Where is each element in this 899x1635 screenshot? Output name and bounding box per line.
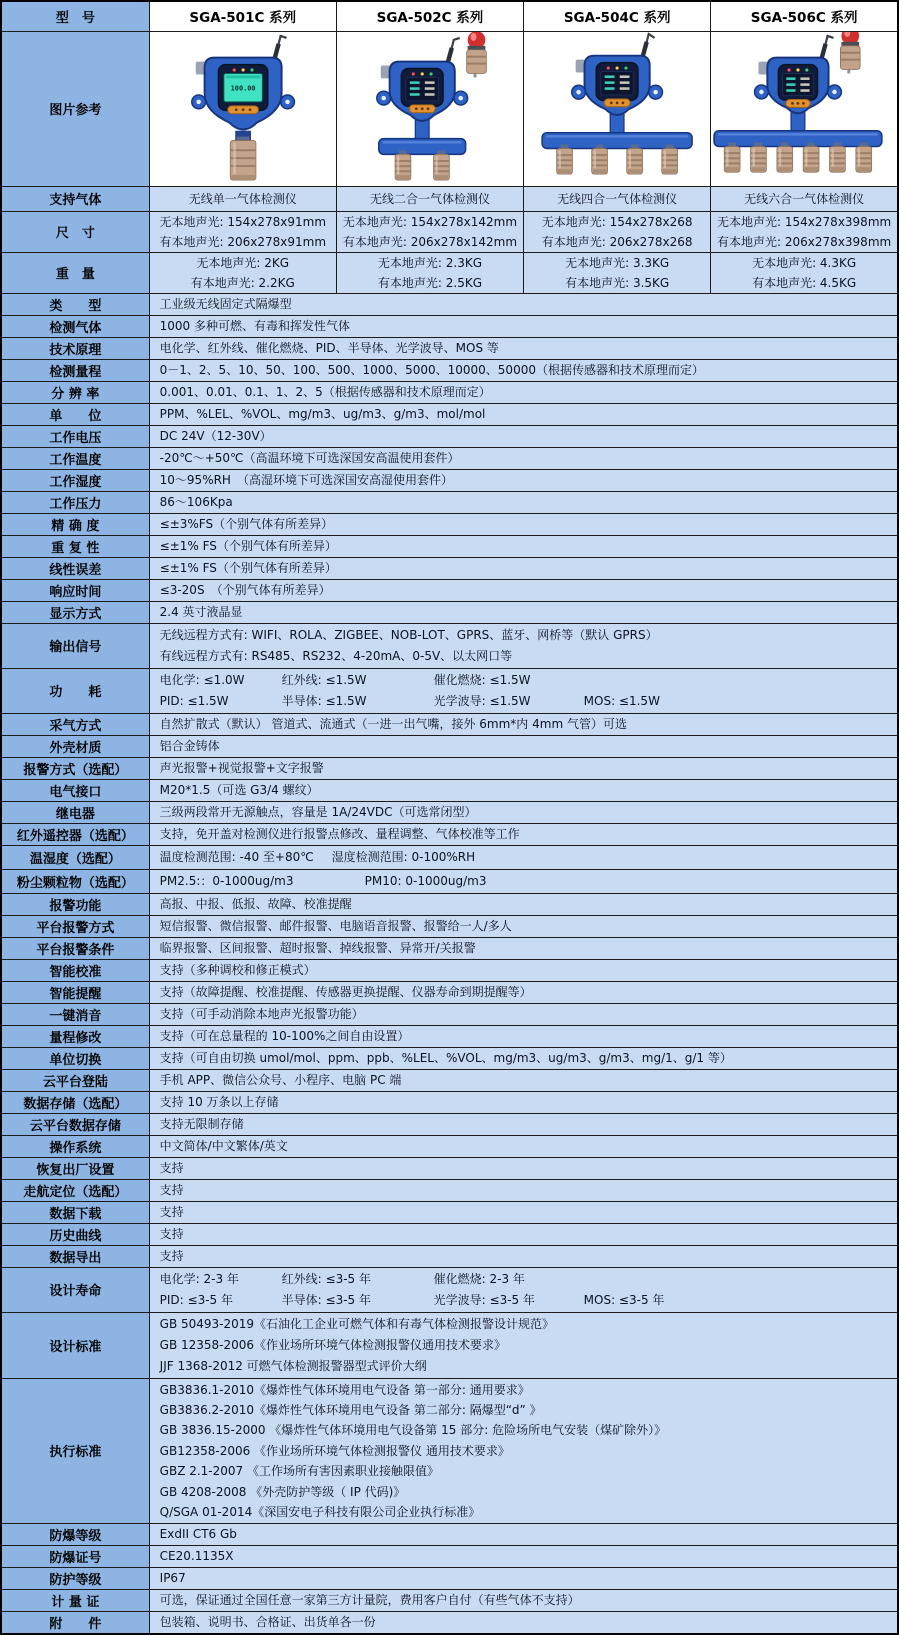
device-image-cell — [711, 31, 898, 186]
spec-value: 支持 — [149, 1179, 898, 1201]
spec-cell — [711, 252, 898, 293]
spec-value-line — [160, 670, 891, 691]
spec-cell — [149, 211, 336, 252]
table-row — [1, 1201, 898, 1223]
model-header: SGA-501C 系列 — [149, 1, 336, 31]
spec-value: ≤±1% FS（个别气体有所差异） — [149, 557, 898, 579]
spec-value-segment: 光学波导: ≤1.5W — [433, 693, 531, 708]
spec-cell-line: 有本地声光: 3.5KG — [565, 275, 670, 290]
row-label: 云平台登陆 — [1, 1069, 149, 1091]
model-row-label: 型 号 — [1, 1, 149, 31]
spec-value-line: GB3836.2-2010《爆炸性气体环境用电气设备 第二部分: 隔爆型“d” 》 — [159, 1402, 542, 1417]
spec-value-segment: 湿度检测范围: 0-100%RH — [331, 849, 476, 864]
row-label: 显示方式 — [1, 601, 149, 623]
spec-value-line — [160, 847, 891, 868]
table-row — [1, 1312, 898, 1378]
spec-cell-line: 有本地声光: 2.2KG — [190, 275, 295, 290]
row-label: 恢复出厂设置 — [1, 1157, 149, 1179]
spec-cell — [336, 211, 523, 252]
device-image-cell — [524, 31, 711, 186]
spec-cell-line: 有本地声光: 4.5KG — [752, 275, 857, 290]
row-label: 检测量程 — [1, 359, 149, 381]
spec-value-line: GB 3836.15-2000 《爆炸性气体环境用电气设备第 15 部分: 危险场所电气安装（煤矿除外）》 — [159, 1423, 667, 1438]
row-label: 一键消音 — [1, 1003, 149, 1025]
table-row — [1, 1135, 898, 1157]
spec-value-segment: PM2.5:：0-1000ug/m3 — [159, 873, 294, 888]
table-row — [1, 293, 898, 315]
model-header: SGA-504C 系列 — [524, 1, 711, 31]
spec-cell-line: 有本地声光: 206x278x268 — [541, 234, 693, 249]
table-row — [1, 579, 898, 601]
row-label: 响应时间 — [1, 579, 149, 601]
spec-value-segment: 催化燃烧: 2-3 年 — [433, 1271, 525, 1286]
row-label: 采气方式 — [1, 713, 149, 735]
table-row — [1, 447, 898, 469]
spec-value: 0－1、2、5、10、50、100、500、1000、5000、10000、50000（根据传感器和技术原理而定） — [149, 359, 898, 381]
spec-value-line: GBZ 2.1-2007 《工作场所有害因素职业接触限值》 — [159, 1464, 439, 1479]
row-label: 电气接口 — [1, 779, 149, 801]
row-label: 支持气体 — [1, 186, 149, 211]
spec-value-segment: 半导体: ≤1.5W — [281, 693, 367, 708]
spec-cell-line: 无本地声光: 3.3KG — [565, 255, 670, 270]
spec-value: 支持 — [149, 1223, 898, 1245]
table-row — [1, 1223, 898, 1245]
spec-cell: 无线单一气体检测仪 — [149, 186, 336, 211]
table-row — [1, 937, 898, 959]
row-label: 智能校准 — [1, 959, 149, 981]
row-label: 平台报警方式 — [1, 915, 149, 937]
spec-value: 86～106Kpa — [149, 491, 898, 513]
row-label: 报警功能 — [1, 893, 149, 915]
spec-cell-line: 无本地声光: 154x278x268 — [541, 214, 693, 229]
spec-value: 包装箱、说明书、合格证、出货单各一份 — [149, 1612, 898, 1635]
spec-cell — [149, 252, 336, 293]
spec-value — [149, 1267, 898, 1312]
spec-value-segment: 红外线: ≤1.5W — [281, 672, 367, 687]
spec-value-segment: 半导体: ≤3-5 年 — [281, 1292, 371, 1307]
row-label: 计 量 证 — [1, 1590, 149, 1612]
row-label: 分 辨 率 — [1, 381, 149, 403]
table-row — [1, 315, 898, 337]
spec-value: 2.4 英寸液晶显 — [149, 601, 898, 623]
row-label: 防爆证号 — [1, 1546, 149, 1568]
table-row — [1, 1025, 898, 1047]
spec-value: ≤3-20S （个别气体有所差异） — [149, 579, 898, 601]
spec-value — [149, 845, 898, 869]
spec-value: 中文简体/中文繁体/英文 — [149, 1135, 898, 1157]
spec-value-line: GB 50493-2019《石油化工企业可燃气体和有毒气体检测报警设计规范》 — [159, 1316, 555, 1331]
spec-value: 声光报警+视觉报警+文字报警 — [149, 757, 898, 779]
spec-value: 可选，保证通过全国任意一家第三方计量院，费用客户自付（有些气体不支持） — [149, 1590, 898, 1612]
spec-value: -20℃～+50℃（高温环境下可选深国安高温使用套件） — [149, 447, 898, 469]
row-label: 数据下载 — [1, 1201, 149, 1223]
row-label: 量程修改 — [1, 1025, 149, 1047]
spec-cell — [524, 211, 711, 252]
table-row — [1, 915, 898, 937]
spec-cell-line: 有本地声光: 206x278x142mm — [342, 234, 518, 249]
table-row — [1, 381, 898, 403]
table-row — [1, 1069, 898, 1091]
table-row — [1, 1003, 898, 1025]
spec-cell-line: 无本地声光: 154x278x398mm — [717, 214, 892, 229]
spec-value-segment: 电化学: 2-3 年 — [159, 1271, 239, 1286]
row-label: 设计寿命 — [1, 1267, 149, 1312]
table-row — [1, 211, 898, 252]
spec-value-segment: 温度检测范围: -40 至+80℃ — [159, 849, 314, 864]
table-row — [1, 713, 898, 735]
row-label: 线性误差 — [1, 557, 149, 579]
spec-value-segment: PID: ≤3-5 年 — [159, 1292, 233, 1307]
table-row — [1, 757, 898, 779]
spec-value — [149, 668, 898, 713]
spec-cell: 无线二合一气体检测仪 — [336, 186, 523, 211]
spec-value-segment: 催化燃烧: ≤1.5W — [433, 672, 531, 687]
row-label: 工作湿度 — [1, 469, 149, 491]
row-label: 红外遥控器（选配） — [1, 823, 149, 845]
table-row — [1, 337, 898, 359]
gas-detector-icon — [711, 32, 897, 185]
device-image-cell — [149, 31, 336, 186]
spec-cell — [524, 252, 711, 293]
spec-value-line — [160, 691, 891, 712]
spec-value: 0.001、0.01、0.1、1、2、5（根据传感器和技术原理而定） — [149, 381, 898, 403]
row-label: 尺 寸 — [1, 211, 149, 252]
device-image-cell — [336, 31, 523, 186]
row-label: 防护等级 — [1, 1568, 149, 1590]
row-label: 云平台数据存储 — [1, 1113, 149, 1135]
svg-text:100.00: 100.00 — [230, 84, 256, 93]
spec-value-line: GB 4208-2008 《外壳防护等级（ IP 代码)》 — [159, 1484, 406, 1499]
spec-value — [149, 1312, 898, 1378]
row-label: 输出信号 — [1, 623, 149, 668]
table-row — [1, 1378, 898, 1524]
spec-value: IP67 — [149, 1568, 898, 1590]
table-row — [1, 1267, 898, 1312]
row-label: 温湿度（选配） — [1, 845, 149, 869]
spec-value: CE20.1135X — [149, 1546, 898, 1568]
spec-cell-line: 无本地声光: 2.3KG — [377, 255, 483, 270]
spec-value: ExdII CT6 Gb — [149, 1524, 898, 1546]
spec-cell-line: 有本地声光: 206x278x91mm — [159, 234, 327, 249]
model-header: SGA-506C 系列 — [711, 1, 898, 31]
row-label: 附 件 — [1, 1612, 149, 1635]
table-row — [1, 1546, 898, 1568]
table-row — [1, 469, 898, 491]
row-label: 执行标准 — [1, 1378, 149, 1524]
spec-value: PPM、%LEL、%VOL、mg/m3、ug/m3、g/m3、mol/mol — [149, 403, 898, 425]
spec-value-line: JJF 1368-2012 可燃气体检测报警器型式评价大纲 — [159, 1358, 427, 1373]
spec-value-segment: MOS: ≤3-5 年 — [583, 1292, 665, 1307]
row-label: 重 量 — [1, 252, 149, 293]
spec-value — [149, 623, 898, 668]
table-row — [1, 513, 898, 535]
spec-value-line — [160, 1290, 891, 1311]
spec-cell-line: 无本地声光: 2KG — [196, 255, 290, 270]
table-row — [1, 1590, 898, 1612]
spec-cell-line: 有本地声光: 206x278x398mm — [717, 234, 892, 249]
row-label: 操作系统 — [1, 1135, 149, 1157]
table-row — [1, 893, 898, 915]
spec-cell-line: 无本地声光: 154x278x91mm — [159, 214, 327, 229]
spec-value: 临界报警、区间报警、超时报警、掉线报警、异常开/关报警 — [149, 937, 898, 959]
table-row — [1, 981, 898, 1003]
row-label: 工作温度 — [1, 447, 149, 469]
row-label: 外壳材质 — [1, 735, 149, 757]
spec-value-line: GB3836.1-2010《爆炸性气体环境用电气设备 第一部分: 通用要求》 — [159, 1382, 530, 1397]
row-label: 类 型 — [1, 293, 149, 315]
row-label: 智能提醒 — [1, 981, 149, 1003]
spec-value: 支持（故障提醒、校准提醒、传感器更换提醒、仪器寿命到期提醒等） — [149, 981, 898, 1003]
table-row — [1, 1113, 898, 1135]
table-row — [1, 557, 898, 579]
table-row — [1, 1524, 898, 1546]
spec-value: DC 24V（12-30V） — [149, 425, 898, 447]
row-label: 单 位 — [1, 403, 149, 425]
spec-value: 铝合金铸体 — [149, 735, 898, 757]
table-row — [1, 1091, 898, 1113]
table-row — [1, 1612, 898, 1635]
spec-cell-line: 无本地声光: 4.3KG — [752, 255, 857, 270]
spec-value: 1000 多种可燃、有毒和挥发性气体 — [149, 315, 898, 337]
row-label: 工作电压 — [1, 425, 149, 447]
table-row — [1, 823, 898, 845]
spec-value: 支持（多种调校和修正模式） — [149, 959, 898, 981]
table-row — [1, 1047, 898, 1069]
spec-value-segment: 光学波导: ≤3-5 年 — [433, 1292, 535, 1307]
row-label: 技术原理 — [1, 337, 149, 359]
row-label: 数据存储（选配） — [1, 1091, 149, 1113]
spec-value — [149, 869, 898, 893]
spec-value: M20*1.5（可选 G3/4 螺纹） — [149, 779, 898, 801]
table-row — [1, 1179, 898, 1201]
gas-detector-icon — [524, 32, 710, 185]
table-row — [1, 425, 898, 447]
spec-value: 手机 APP、微信公众号、小程序、电脑 PC 端 — [149, 1069, 898, 1091]
spec-value: 电化学、红外线、催化燃烧、PID、半导体、光学波导、MOS 等 — [149, 337, 898, 359]
spec-value: 短信报警、微信报警、邮件报警、电脑语音报警、报警给一人/多人 — [149, 915, 898, 937]
spec-cell: 无线四合一气体检测仪 — [524, 186, 711, 211]
spec-value: ≤±1% FS（个别气体有所差异） — [149, 535, 898, 557]
row-label: 继电器 — [1, 801, 149, 823]
table-row — [1, 491, 898, 513]
spec-value: 自然扩散式（默认） 管道式、流通式（一进一出气嘴，接外 6mm*内 4mm 气管）可选 — [149, 713, 898, 735]
table-row — [1, 801, 898, 823]
table-row — [1, 869, 898, 893]
gas-detector-icon — [150, 32, 336, 185]
table-row — [1, 668, 898, 713]
spec-value-segment: 红外线: ≤3-5 年 — [281, 1271, 371, 1286]
spec-value-segment: PID: ≤1.5W — [159, 693, 229, 708]
spec-value: 支持（可自由切换 umol/mol、ppm、ppb、%LEL、%VOL、mg/m3、ug/m3、g/m3、mg/1、g/1 等） — [149, 1047, 898, 1069]
row-label: 数据导出 — [1, 1245, 149, 1267]
spec-value: 工业级无线固定式隔爆型 — [149, 293, 898, 315]
table-row — [1, 735, 898, 757]
spec-cell-line: 无本地声光: 154x278x142mm — [342, 214, 518, 229]
spec-cell: 无线六合一气体检测仪 — [711, 186, 898, 211]
spec-value-line — [160, 1269, 891, 1290]
spec-value: 支持无限制存储 — [149, 1113, 898, 1135]
spec-value: 支持 — [149, 1157, 898, 1179]
table-row — [1, 252, 898, 293]
table-row — [1, 959, 898, 981]
spec-value-line: 有线远程方式有: RS485、RS232、4-20mA、0-5V、以太网口等 — [159, 648, 513, 663]
row-label: 精 确 度 — [1, 513, 149, 535]
table-row — [1, 31, 898, 186]
row-label: 历史曲线 — [1, 1223, 149, 1245]
row-label: 设计标准 — [1, 1312, 149, 1378]
spec-value-line: 无线远程方式有: WIFI、ROLA、ZIGBEE、NOB-LOT、GPRS、蓝牙、网桥等（默认 GPRS） — [159, 627, 658, 642]
table-row — [1, 535, 898, 557]
table-row — [1, 1, 898, 31]
row-label: 粉尘颗粒物（选配） — [1, 869, 149, 893]
spec-value: 支持 — [149, 1201, 898, 1223]
spec-value-segment: MOS: ≤1.5W — [583, 693, 660, 708]
row-label: 检测气体 — [1, 315, 149, 337]
table-row — [1, 1157, 898, 1179]
table-row — [1, 1245, 898, 1267]
spec-value: 支持，免开盖对检测仪进行报警点修改、量程调整、气体校准等工作 — [149, 823, 898, 845]
spec-value: 支持（可手动消除本地声光报警功能） — [149, 1003, 898, 1025]
row-label: 图片参考 — [1, 31, 149, 186]
table-row — [1, 779, 898, 801]
spec-cell — [336, 252, 523, 293]
spec-value-line: Q/SGA 01-2014《深国安电子科技有限公司企业执行标准》 — [159, 1504, 481, 1519]
table-row — [1, 845, 898, 869]
spec-value-segment: PM10: 0-1000ug/m3 — [364, 873, 487, 888]
row-label: 走航定位（选配） — [1, 1179, 149, 1201]
table-row — [1, 359, 898, 381]
row-label: 单位切换 — [1, 1047, 149, 1069]
model-header: SGA-502C 系列 — [336, 1, 523, 31]
row-label: 功 耗 — [1, 668, 149, 713]
table-row — [1, 623, 898, 668]
table-row — [1, 601, 898, 623]
spec-value: ≤±3%FS（个别气体有所差异） — [149, 513, 898, 535]
spec-value: 高报、中报、低报、故障、校准提醒 — [149, 893, 898, 915]
spec-value-line: GB 12358-2006《作业场所环境气体检测报警仪通用技术要求》 — [159, 1337, 507, 1352]
spec-cell — [711, 211, 898, 252]
row-label: 重 复 性 — [1, 535, 149, 557]
row-label: 报警方式（选配） — [1, 757, 149, 779]
row-label: 平台报警条件 — [1, 937, 149, 959]
spec-value: 支持 — [149, 1245, 898, 1267]
spec-value: 支持（可在总量程的 10-100%之间自由设置） — [149, 1025, 898, 1047]
spec-value-line: GB12358-2006 《作业场所环境气体检测报警仪 通用技术要求》 — [159, 1443, 510, 1458]
table-row — [1, 186, 898, 211]
row-label: 工作压力 — [1, 491, 149, 513]
spec-value — [149, 1378, 898, 1524]
spec-cell-line: 有本地声光: 2.5KG — [377, 275, 483, 290]
spec-value-line — [160, 871, 891, 892]
row-label: 防爆等级 — [1, 1524, 149, 1546]
spec-value-segment: 电化学: ≤1.0W — [159, 672, 245, 687]
table-row — [1, 1568, 898, 1590]
spec-value: 支持 10 万条以上存储 — [149, 1091, 898, 1113]
gas-detector-icon — [337, 32, 523, 185]
table-row — [1, 403, 898, 425]
spec-value: 三级两段常开无源触点，容量是 1A/24VDC（可选常闭型） — [149, 801, 898, 823]
spec-value: 10～95%RH （高湿环境下可选深国安高湿使用套件） — [149, 469, 898, 491]
